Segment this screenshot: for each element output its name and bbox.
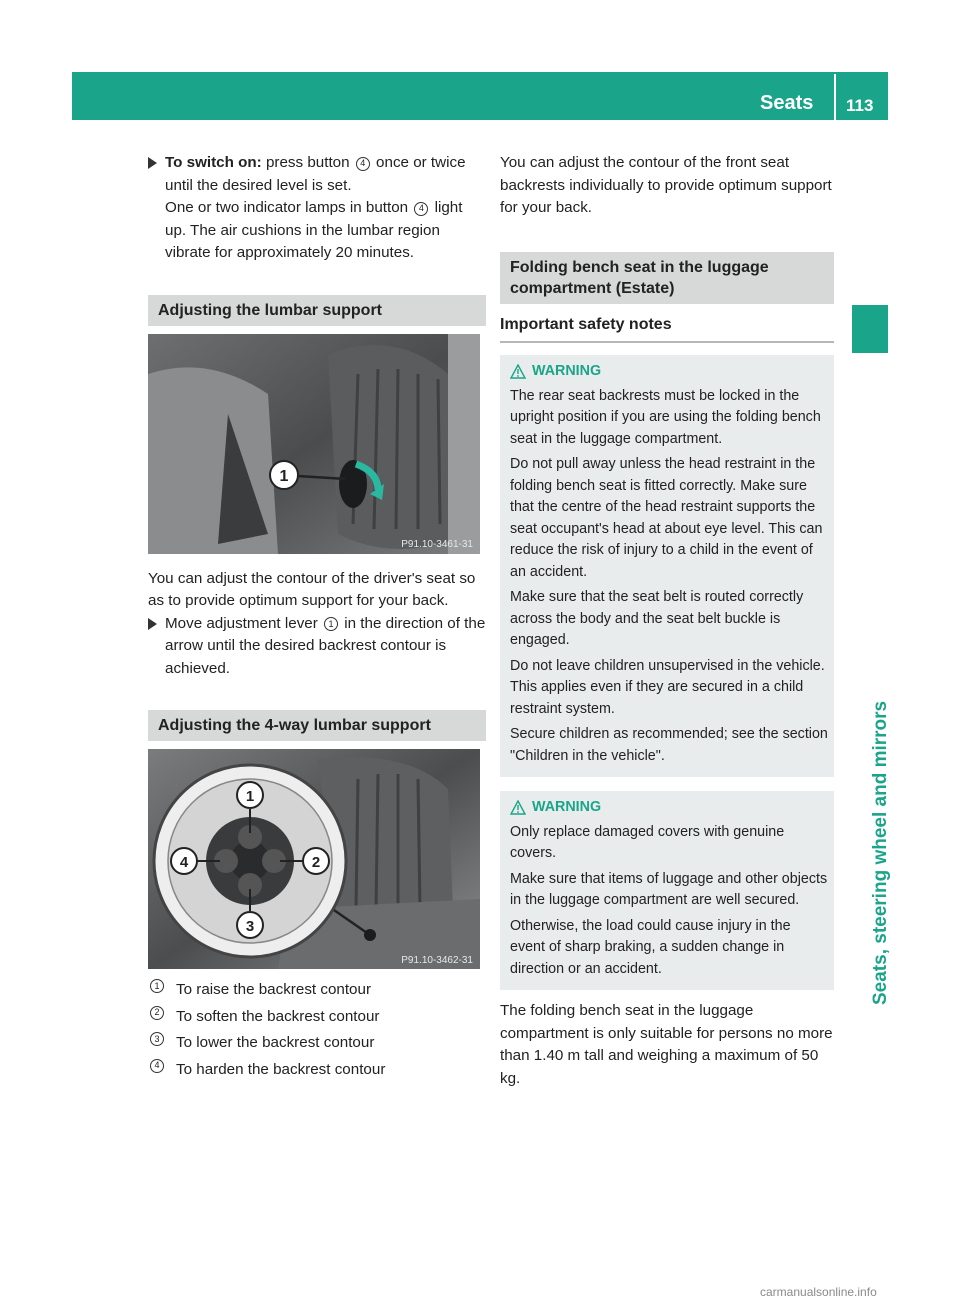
- warning-header: [510, 361, 828, 383]
- move-lever-step: [148, 613, 486, 681]
- list-item: 3 To lower the backrest contour: [148, 1032, 486, 1055]
- callout-4-icon: 4: [414, 202, 428, 216]
- lumbar-text: You can adjust the contour of the driver's seat so as to provide optimum support for your back.: [148, 569, 476, 609]
- svg-text:1: 1: [245, 788, 255, 805]
- list-item: 2 To soften the backrest contour: [148, 1006, 486, 1029]
- move-text-a: Move adjustment lever: [165, 614, 318, 632]
- callout-icon: 4: [150, 1059, 164, 1073]
- warning-triangle-icon: [510, 800, 526, 815]
- move-text-b: in the direction of the arrow until the desired backrest contour is achieved.: [165, 614, 486, 677]
- page-number: 113: [846, 96, 874, 115]
- header-divider: [834, 74, 836, 120]
- four-way-photo: [148, 749, 480, 969]
- step-arrow-icon: [148, 157, 157, 169]
- left-column: [148, 152, 486, 1085]
- side-tab-marker: [852, 305, 888, 353]
- switch-on-step: [148, 152, 486, 265]
- warning-triangle-icon: [510, 364, 526, 379]
- lumbar-photo: [148, 334, 480, 554]
- callout-icon: 2: [150, 1006, 164, 1020]
- folding-bench-closing: The folding bench seat in the luggage compartment is only suitable for persons no more than 1.40 m tall and weighing a maximum of 50 kg.: [500, 1002, 833, 1087]
- lumbar-heading: Adjusting the lumbar support: [148, 295, 486, 326]
- four-way-heading: Adjusting the 4-way lumbar support: [148, 710, 486, 741]
- warning-label: WARNING: [532, 363, 602, 379]
- svg-text:2: 2: [311, 854, 321, 871]
- callout-4-icon: 4: [356, 157, 370, 171]
- warning-header: [510, 797, 828, 819]
- side-chapter-label: Seats, steering wheel and mirrors: [870, 700, 891, 1005]
- switch-on-text-c: One or two indicator lamps in button: [165, 199, 409, 216]
- step-arrow-icon: [148, 618, 157, 630]
- photo-code: P91.10-3461-31: [401, 538, 473, 550]
- section-title: Seats: [760, 92, 814, 114]
- svg-text:4: 4: [179, 854, 189, 871]
- warning-label: WARNING: [532, 799, 602, 815]
- front-seat-intro: You can adjust the contour of the front seat backrests individually to provide optimum support for your back.: [500, 154, 832, 216]
- warning-box-2: WARNING Only replace damaged covers with genuine covers. Make sure that items of luggage and other objects in the luggage compartment are well secured. Otherwise, the load could cause injury in the event of sharp braking, a sudden change in direction or an accident.: [500, 791, 834, 990]
- folding-bench-heading: Folding bench seat in the luggage compartment (Estate): [500, 252, 834, 304]
- contour-list: [148, 979, 486, 1081]
- footer-watermark: carmanualsonline.info: [760, 1285, 877, 1299]
- safety-notes-heading: Important safety notes: [500, 314, 834, 344]
- svg-text:3: 3: [245, 918, 255, 935]
- switch-on-text-a: press button: [265, 154, 350, 171]
- list-item: 1 To raise the backrest contour: [148, 979, 486, 1002]
- warning-box-1: WARNING The rear seat backrests must be locked in the upright position if you are using the folding bench seat in the luggage compartment. Do not pull away unless the head restraint in the folding bench seat is fitted correctly. Make sure that the centre of the head restraint supports the seat occupant's head at about eye level. This can reduce the risk of injury to a child in the event of an accident. Make sure that the seat belt is routed correctly across the body and the seat belt buckle is engaged. Do not leave children unsupervised in the vehicle. This applies even if they are secured in a child restraint system. Secure children as recommended; see the section "Children in the vehicle".: [500, 355, 834, 777]
- switch-on-label: To switch on:: [165, 154, 262, 171]
- right-column: [500, 152, 834, 1098]
- callout-icon: 1: [150, 979, 164, 993]
- callout-1-icon: 1: [324, 617, 338, 631]
- callout-icon: 3: [150, 1032, 164, 1046]
- list-item: 4 To harden the backrest contour: [148, 1059, 486, 1082]
- photo-code: P91.10-3462-31: [401, 955, 473, 966]
- switch-on-text-d: light up. The air cushions in the lumbar region vibrate for approximately 20 minutes.: [165, 199, 463, 261]
- svg-text:1: 1: [279, 467, 289, 485]
- switch-on-text-b: once or twice until the desired level is set.: [165, 154, 466, 194]
